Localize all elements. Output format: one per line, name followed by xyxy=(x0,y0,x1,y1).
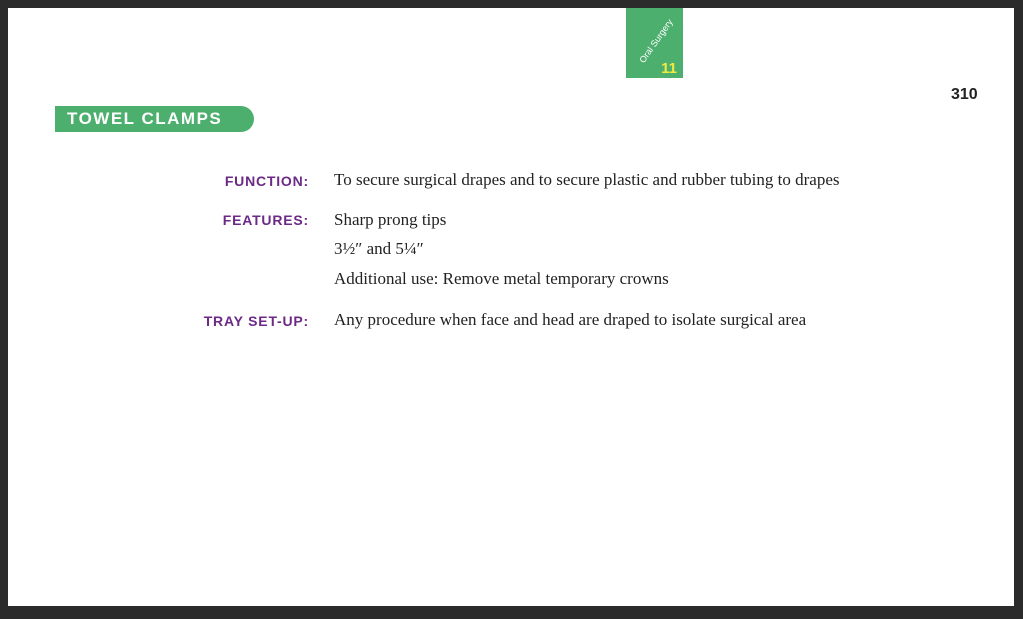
chapter-tab xyxy=(626,8,683,78)
chapter-name: Oral Surgery xyxy=(637,17,675,65)
chapter-number: 11 xyxy=(661,60,677,77)
features-value-2: 3½″ and 5¼″ xyxy=(334,239,424,258)
function-label: FUNCTION: xyxy=(224,173,309,189)
page-number: 310 xyxy=(951,86,978,103)
document-page xyxy=(8,8,1014,606)
function-value: To secure surgical drapes and to secure plastic and rubber tubing to drapes xyxy=(334,170,840,189)
section-title: TOWEL CLAMPS xyxy=(55,106,254,132)
tray-setup-label: TRAY SET-UP: xyxy=(203,313,309,329)
features-label: FEATURES: xyxy=(222,212,309,228)
features-value-3: Additional use: Remove metal temporary crowns xyxy=(334,269,669,288)
tray-setup-value: Any procedure when face and head are draped to isolate surgical area xyxy=(334,310,807,329)
features-value-1: Sharp prong tips xyxy=(334,210,447,229)
